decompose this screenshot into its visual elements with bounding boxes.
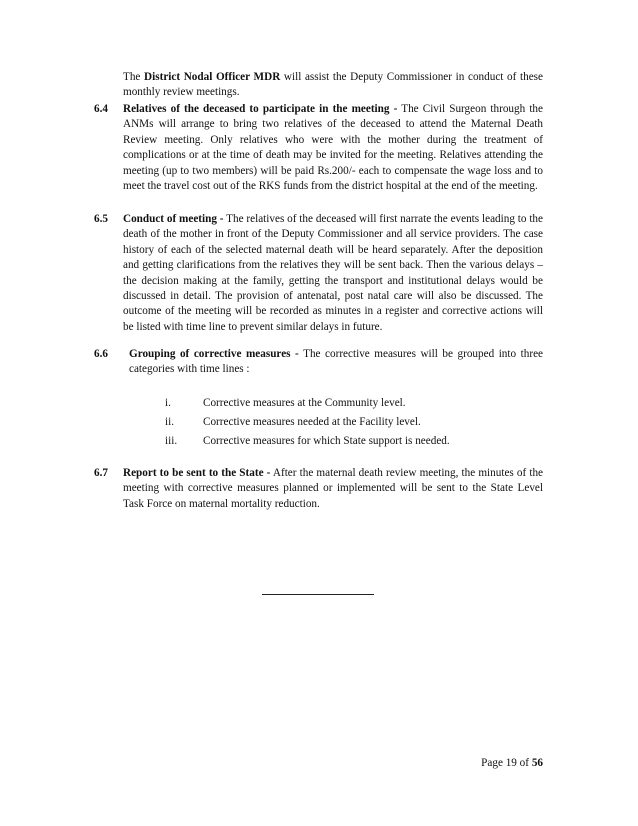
list-item-text: Corrective measures needed at the Facility level.	[203, 416, 421, 428]
section-6-6	[94, 347, 543, 378]
list-item-number: iii.	[165, 435, 178, 447]
intro-paragraph	[123, 70, 543, 101]
section-number: 6.5	[94, 213, 108, 225]
section-6-5	[94, 212, 543, 335]
end-of-text-divider	[262, 594, 374, 595]
page-number-label: Page 19 of	[481, 757, 532, 769]
district-nodal-officer-term: District Nodal Officer MDR	[144, 71, 281, 83]
page-total: 56	[531, 757, 543, 769]
section-text: The corrective measures will be grouped into three categories with time lines :	[129, 348, 544, 376]
section-text: After the maternal death review meeting, the minutes of the meeting with corrective measures planned or implemented will be sent to the State Level Task Force on maternal mortality reduction.	[123, 467, 543, 510]
section-6-7	[94, 466, 543, 512]
section-number: 6.4	[94, 103, 108, 115]
section-heading: Report to be sent to the State -	[123, 467, 271, 479]
section-heading: Conduct of meeting -	[123, 213, 224, 225]
intro-text-start: The	[123, 71, 145, 83]
list-item-text: Corrective measures at the Community level.	[203, 397, 406, 409]
list-item-text: Corrective measures for which State support is needed.	[203, 435, 450, 447]
section-number: 6.6	[94, 348, 108, 360]
section-heading: Relatives of the deceased to participate in the meeting -	[123, 103, 398, 115]
section-text: The relatives of the deceased will first narrate the events leading to the death of the mother in front of the Deputy Commissioner and all service providers. The case history of each of the selected maternal death will be heard separately. After the deposition and getting clarifications from the relatives they will be sent back. Then the various delays – the decision making at the family, getting the transport and institutional delays would be discussed in detail. The provision of antenatal, post natal care will also be discussed. The outcome of the meeting will be recorded as minutes in a register and corrective actions will be listed with time line to prevent similar delays in future.	[123, 213, 543, 333]
section-text: The Civil Surgeon through the ANMs will arrange to bring two relatives of the deceased to attend the Maternal Death Review meeting. Only relatives who were with the mother during the treatment of complications or at the time of death may be invited for the meeting. Relatives attending the meeting (up to two members) will be paid Rs.200/- each to compensate the wage loss and to meet the travel cost out of the RKS funds from the district hospital at the end of the meeting.	[123, 103, 543, 193]
list-item-number: ii.	[165, 416, 175, 428]
section-heading: Grouping of corrective measures -	[129, 348, 299, 360]
page-number	[420, 757, 543, 769]
section-6-4	[94, 102, 543, 194]
list-item-number: i.	[165, 397, 171, 409]
section-number: 6.7	[94, 467, 108, 479]
intro-text-end: will assist the Deputy Commissioner in conduct of these monthly review meetings.	[123, 71, 543, 99]
